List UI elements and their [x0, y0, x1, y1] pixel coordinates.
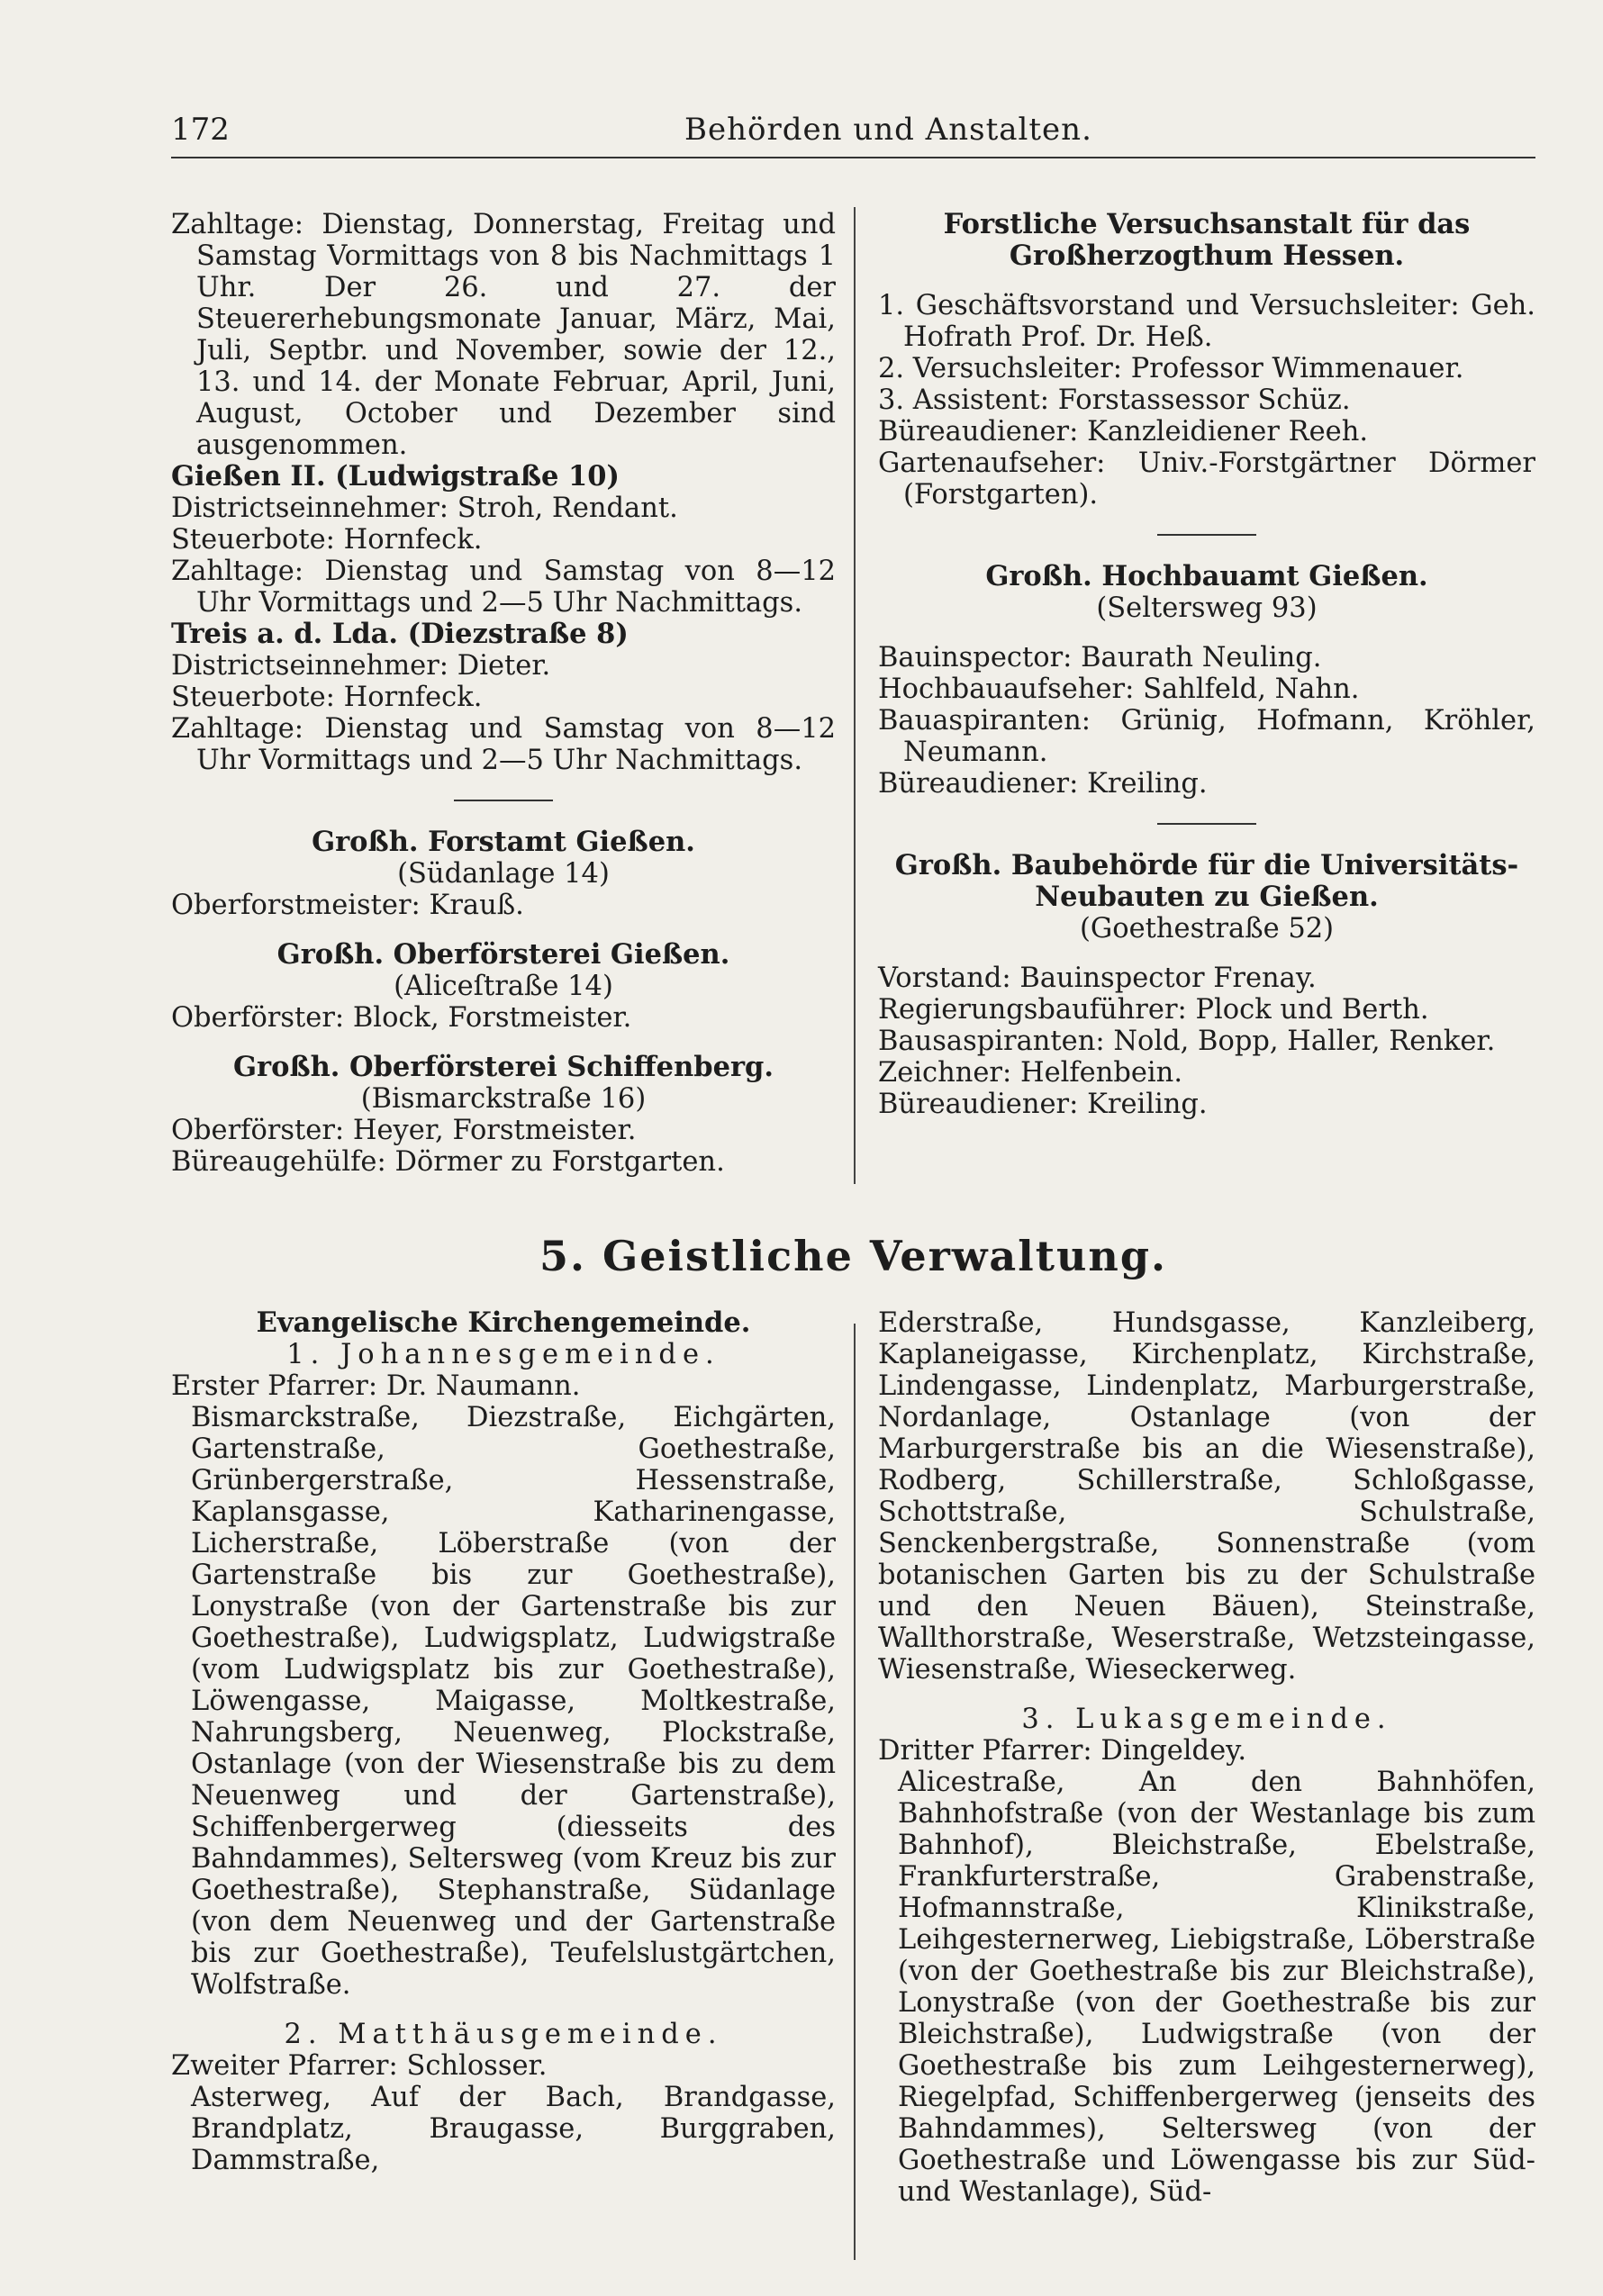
paragraph: Oberförster: Heyer, Forstmeister. — [171, 1115, 637, 1146]
address: (Südanlage 14) — [397, 858, 610, 890]
section-heading: Großh. Oberförsterei Gießen. — [276, 938, 730, 971]
parish-title: 2. Matthäusgemeinde. — [284, 2019, 723, 2050]
spacer — [878, 272, 1535, 290]
separator — [454, 800, 553, 801]
column-divider-top — [854, 207, 856, 1184]
paragraph: Zeichner: Helfenbein. — [878, 1057, 1183, 1089]
separator — [1157, 823, 1256, 825]
section-heading: Großh. Forstamt Gießen. — [312, 826, 695, 858]
street-list: Bismarckstraße, Diezstraße, Eichgärten, Gartenstraße, Goethestraße, Grünbergerstraße, Hessenstraße, Kaplansgasse, Katharinengasse, Licherstraße, Löberstraße (von der Gartenstraße bis zur Goethestraße), Lonystraße (von der Gartenstraße bis zur Goethestraße), Ludwigsplatz, Ludwigstraße (vom Ludwigsplatz bis zur Goethestraße), Löwengasse, Maigasse, Moltkestraße, Nahrungsberg, Neuenweg, Plockstraße, Ostanlage (von der Wiesenstraße bis zu dem Neuenweg und der Gartenstraße), Schiffenbergerweg (diesseits des Bahndammes), Seltersweg (vom Kreuz bis zur Goethestraße), Stephanstraße, Südanlage (von dem Neuenweg und der Gartenstraße bis zur Goethestraße), Teufelslustgärtchen, Wolfstraße. — [191, 1402, 836, 2001]
pastor-line: Erster Pfarrer: Dr. Naumann. — [171, 1370, 581, 1402]
office-heading: Treis a. d. Lda. (Diezstraße 8) — [171, 618, 629, 650]
page-header — [171, 106, 1535, 160]
spacer — [171, 921, 836, 939]
paragraph: Districtseinnehmer: Stroh, Rendant. — [171, 493, 678, 524]
section-heading: Evangelische Kirchengemeinde. — [256, 1306, 751, 1339]
paragraph: Districtseinnehmer: Dieter. — [171, 650, 551, 682]
address: (Seltersweg 93) — [1096, 592, 1318, 624]
paragraph: Büreaudiener: Kreiling. — [878, 1089, 1208, 1120]
paragraph: Hochbauaufseher: Sahlfeld, Nahn. — [878, 673, 1360, 705]
parish-title: 1. Johannesgemeinde. — [286, 1339, 720, 1370]
section-heading: Großh. Hochbauamt Gießen. — [985, 560, 1428, 592]
paragraph: Zahltage: Dienstag und Samstag von 8—12 Uhr Vormittags und 2—5 Uhr Nachmittags. — [171, 556, 836, 619]
header-rule — [171, 157, 1535, 158]
paragraph: 2. Versuchsleiter: Professor Wimmenauer. — [878, 353, 1464, 384]
street-list: Alicestraße, An den Bahnhöfen, Bahnhofstraße (von der Westanlage bis zum Bahnhof), Bleichstraße, Ebelstraße, Frankfurterstraße, Grabenstraße, Hofmannstraße, Klinikstraße, Leihgesternerweg, Liebigstraße, Löberstraße (von der Goethestraße bis zur Bleichstraße), Lonystraße (von der Goethestraße bis zur Bleichstraße), Ludwigstraße (von der Goethestraße bis zum Leihgesternerweg), Riegelpfad, Schiffenbergerweg (jenseits des Bahndammes), Seltersweg (von der Goethestraße und Löwengasse bis zur Süd- und Westanlage), Süd- — [898, 1767, 1535, 2208]
page-number: 172 — [171, 112, 230, 148]
left-column-bottom — [171, 1307, 836, 2176]
section-title: 5. Geistliche Verwaltung. — [539, 1232, 1168, 1280]
paragraph: Oberförster: Block, Forstmeister. — [171, 1002, 632, 1034]
parish-title: 3. Lukasgemeinde. — [1021, 1704, 1392, 1735]
spacer — [171, 1034, 836, 1052]
paragraph: Gartenaufseher: Univ.-Forstgärtner Dörmer (Forstgarten). — [878, 447, 1535, 511]
paragraph: Steuerbote: Hornfeck. — [171, 682, 483, 713]
running-title: Behörden und Anstalten. — [684, 112, 1092, 148]
paragraph: Oberforstmeister: Krauß. — [171, 890, 524, 921]
paragraph: Zahltage: Dienstag und Samstag von 8—12 Uhr Vormittags und 2—5 Uhr Nachmittags. — [171, 713, 836, 776]
paragraph: Bauinspector: Baurath Neuling. — [878, 642, 1322, 673]
address: (Bismarckstraße 16) — [360, 1083, 647, 1115]
spacer — [878, 945, 1535, 963]
paragraph: Regierungsbauführer: Plock und Berth. — [878, 994, 1429, 1026]
paragraph: 1. Geschäftsvorstand und Versuchsleiter: Geh. Hofrath Prof. Dr. Heß. — [878, 290, 1535, 353]
office-heading: Gießen II. (Ludwigstraße 10) — [171, 460, 620, 493]
section-heading: Forstliche Versuchsanstalt für das Großherzogthum Hessen. — [943, 208, 1471, 272]
paragraph: 3. Assistent: Forstassessor Schüz. — [878, 384, 1351, 416]
pastor-line: Dritter Pfarrer: Dingeldey. — [878, 1735, 1247, 1767]
street-list: Asterweg, Auf der Bach, Brandgasse, Brandplatz, Braugasse, Burggraben, Dammstraße, — [191, 2082, 836, 2176]
paragraph: Büreaudiener: Kreiling. — [878, 768, 1208, 800]
paragraph: Bauaspiranten: Grünig, Hofmann, Kröhler, Neumann. — [878, 705, 1535, 768]
section-heading: Großh. Oberförsterei Schiffenberg. — [232, 1051, 774, 1083]
right-column-top — [878, 209, 1535, 1120]
street-list: Ederstraße, Hundsgasse, Kanzleiberg, Kaplaneigasse, Kirchenplatz, Kirchstraße, Lindengasse, Lindenplatz, Marburgerstraße, Nordanlage, Ostanlage (von der Marburgerstraße bis an die Wiesenstraße), Rodberg, Schillerstraße, Schloßgasse, Schottstraße, Schulstraße, Senckenbergstraße, Sonnenstraße (vom botanischen Garten bis zu der Schulstraße und den Neuen Bäuen), Steinstraße, Wallthorstraße, Weserstraße, Wetzsteingasse, Wiesenstraße, Wieseckerweg. — [878, 1307, 1535, 1686]
spacer — [171, 2001, 836, 2019]
paragraph: Büreaudiener: Kanzleidiener Reeh. — [878, 416, 1369, 447]
left-column-top — [171, 209, 836, 1178]
right-column-bottom — [878, 1307, 1535, 2208]
spacer — [878, 624, 1535, 642]
separator — [1157, 534, 1256, 536]
paragraph: Vorstand: Bauinspector Frenay. — [878, 963, 1317, 994]
paragraph: Zahltage: Dienstag, Donnerstag, Freitag und Samstag Vormittags von 8 bis Nachmittags 1 Uhr. Der 26. und 27. der Steuererhebungsmonate Januar, März, Mai, Juli, Septbr. und November, sowie der 12., 13. und 14. der Monate Februar, April, Juni, August, October und Dezember sind ausgenommen. — [171, 209, 836, 461]
paragraph: Bausaspiranten: Nold, Bopp, Haller, Renker. — [878, 1026, 1496, 1057]
paragraph: Büreaugehülfe: Dörmer zu Forstgarten. — [171, 1146, 725, 1178]
paragraph: Steuerbote: Hornfeck. — [171, 524, 483, 556]
address: (Goethestraße 52) — [1079, 913, 1335, 945]
column-divider-bottom — [854, 1324, 856, 2260]
spacer — [878, 1686, 1535, 1704]
section-heading: Großh. Baubehörde für die Universitäts-Neubauten zu Gießen. — [894, 849, 1519, 913]
pastor-line: Zweiter Pfarrer: Schlosser. — [171, 2050, 548, 2082]
address: (Aliceſtraße 14) — [394, 971, 613, 1002]
